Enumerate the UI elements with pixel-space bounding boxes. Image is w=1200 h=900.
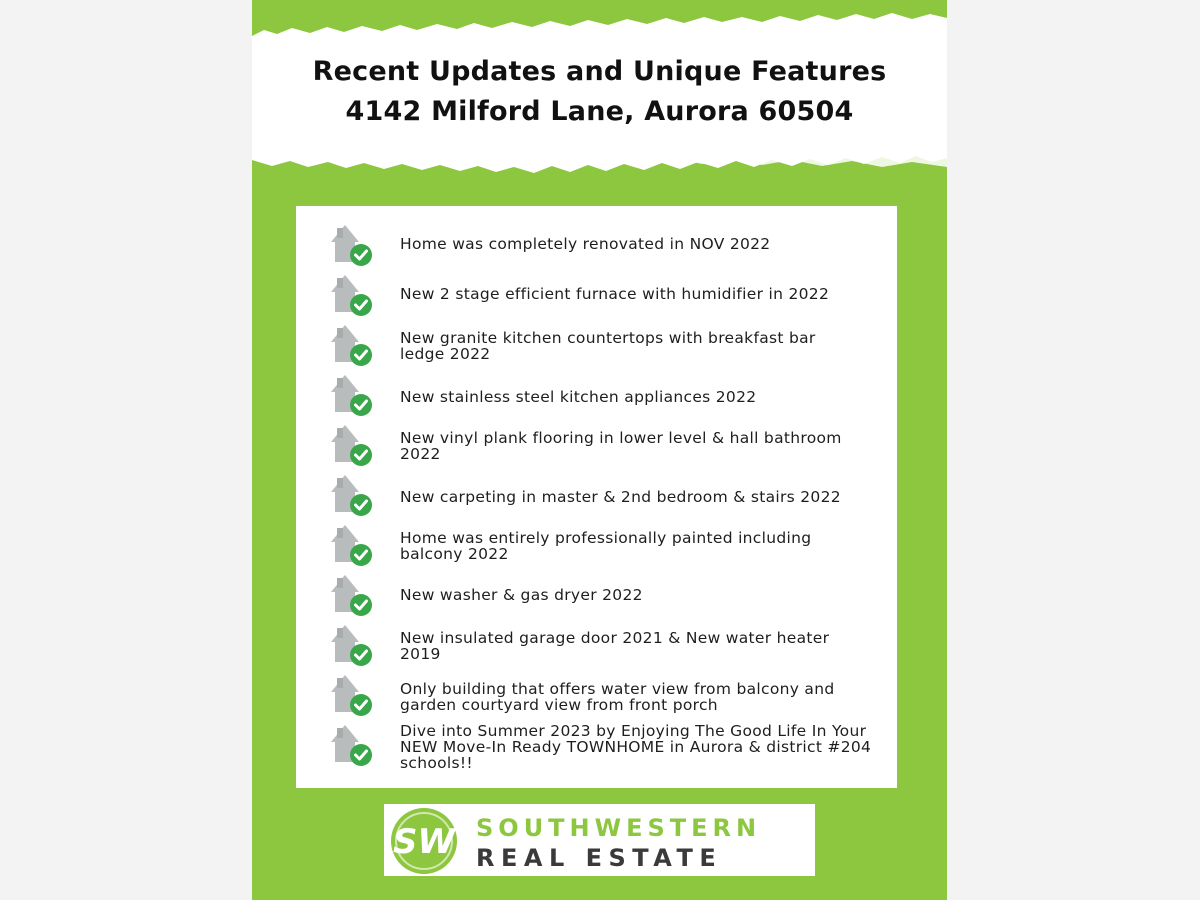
- house-check-icon: [329, 272, 375, 318]
- feature-item: [329, 672, 889, 720]
- feature-text-line: 2022: [400, 445, 441, 463]
- feature-text-line: garden courtyard view from front porch: [400, 696, 718, 714]
- feature-text-line: New insulated garage door 2021 & New water heater: [400, 629, 830, 647]
- feature-item: [329, 722, 889, 770]
- page-title: [252, 52, 947, 132]
- features-panel: [296, 206, 897, 788]
- feature-text-line: Only building that offers water view from balcony and: [400, 680, 835, 698]
- feature-text-line: NEW Move-In Ready TOWNHOME in Aurora & district #204: [400, 738, 872, 756]
- feature-text-line: Dive into Summer 2023 by Enjoying The Good Life In Your: [400, 722, 867, 740]
- feature-text-line: New granite kitchen countertops with breakfast bar: [400, 329, 816, 347]
- house-check-icon: [329, 222, 375, 268]
- house-check-icon: [329, 322, 375, 368]
- feature-text-line: Home was entirely professionally painted including: [400, 529, 812, 547]
- feature-text-line: schools!!: [400, 754, 473, 772]
- house-check-icon: [329, 622, 375, 668]
- logo-company-subtitle: REAL ESTATE: [476, 844, 723, 872]
- logo-company-name: SOUTHWESTERN: [476, 814, 762, 842]
- feature-text-line: New vinyl plank flooring in lower level & hall bathroom: [400, 429, 842, 447]
- feature-item: [329, 522, 889, 570]
- house-check-icon: [329, 422, 375, 468]
- feature-text-line: ledge 2022: [400, 345, 491, 363]
- feature-item: [329, 572, 889, 620]
- house-check-icon: [329, 672, 375, 718]
- feature-text-line: New stainless steel kitchen appliances 2022: [400, 388, 757, 406]
- company-logo: [384, 804, 815, 876]
- feature-text-line: New 2 stage efficient furnace with humidifier in 2022: [400, 285, 830, 303]
- feature-item: [329, 422, 889, 470]
- house-check-icon: [329, 372, 375, 418]
- feature-item: [329, 272, 889, 320]
- house-check-icon: [329, 572, 375, 618]
- feature-item: [329, 222, 889, 270]
- feature-text-line: New washer & gas dryer 2022: [400, 586, 643, 604]
- title-line-2: 4142 Milford Lane, Aurora 60504: [345, 96, 854, 127]
- feature-text-line: Home was completely renovated in NOV 2022: [400, 235, 771, 253]
- feature-text-line: balcony 2022: [400, 545, 509, 563]
- title-line-1: Recent Updates and Unique Features: [312, 56, 887, 87]
- feature-item: [329, 472, 889, 520]
- house-check-icon: [329, 472, 375, 518]
- feature-text-line: New carpeting in master & 2nd bedroom & stairs 2022: [400, 488, 841, 506]
- house-check-icon: [329, 522, 375, 568]
- flyer: [252, 0, 947, 900]
- feature-item: [329, 622, 889, 670]
- feature-item: [329, 322, 889, 370]
- house-check-icon: [329, 722, 375, 768]
- feature-text-line: 2019: [400, 645, 441, 663]
- feature-item: [329, 372, 889, 420]
- sw-monogram-logo: [388, 806, 460, 876]
- logo-monogram: SW: [393, 822, 455, 862]
